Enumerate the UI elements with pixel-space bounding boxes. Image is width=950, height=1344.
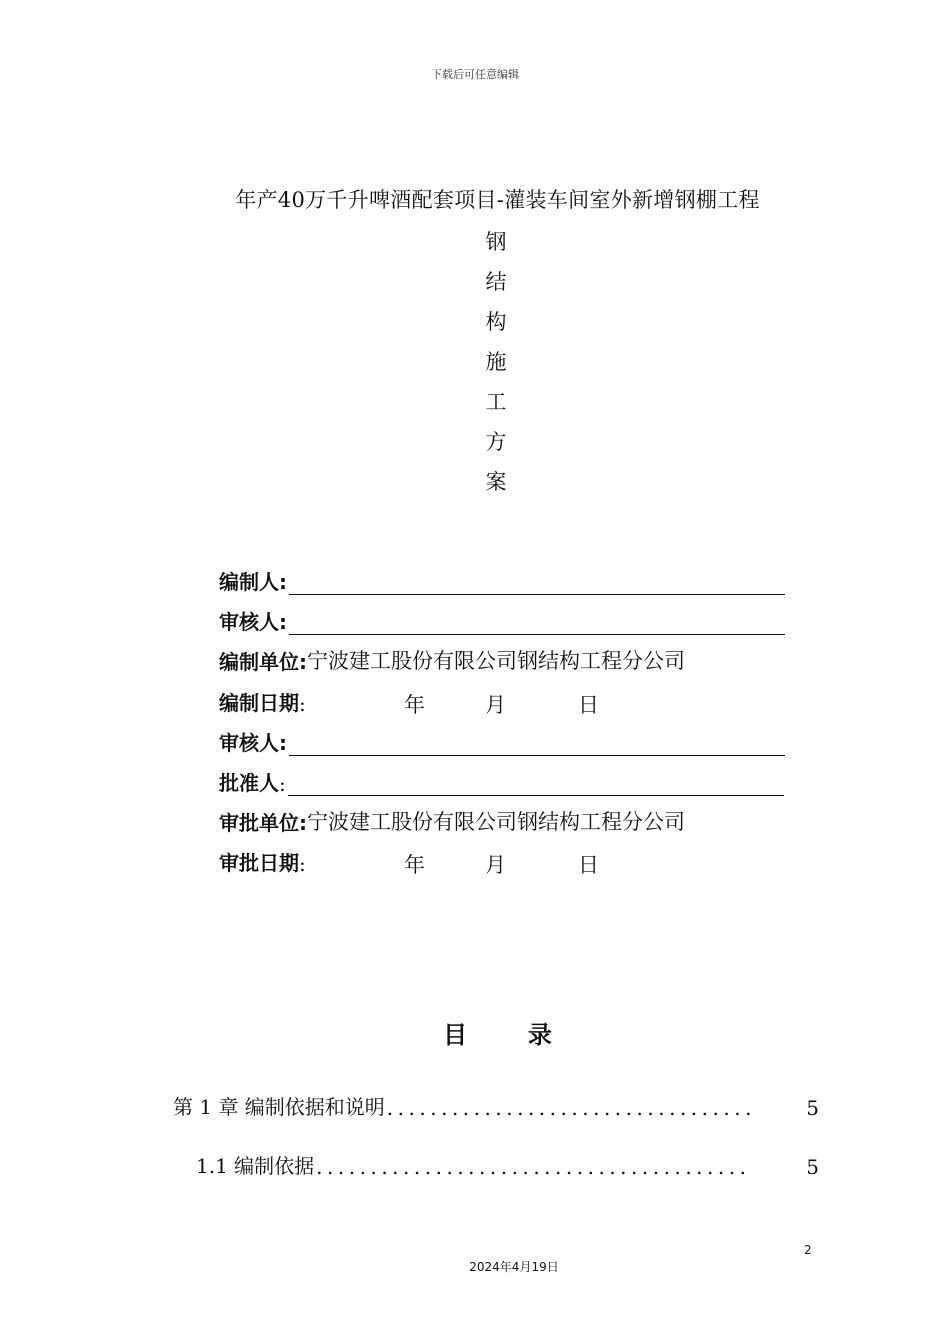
prepared-by-field: [219, 565, 785, 595]
header-note: 下载后可任意编辑: [431, 68, 519, 81]
reviewer2-field: [219, 726, 785, 756]
vertical-title-char: 钢: [485, 230, 507, 254]
vertical-title-char: 结: [485, 270, 507, 294]
approver-field: [219, 766, 784, 796]
prepared-by-label: 编制人:: [219, 570, 287, 594]
approver-colon: :: [279, 772, 286, 796]
reviewer1-label: 审核人:: [219, 610, 287, 634]
prepared-by-line: [289, 572, 785, 595]
approval-date-month: 月: [485, 853, 506, 877]
prepared-date-year: 年: [404, 693, 425, 717]
approval-date-colon: :: [299, 852, 306, 876]
prepared-date-day: 日: [578, 693, 599, 717]
prepared-date-month: 月: [485, 693, 506, 717]
prepared-date-label: 编制日期: [219, 691, 299, 715]
toc-title: [0, 1015, 950, 1050]
reviewer2-line: [289, 733, 785, 756]
toc-entry[interactable]: [196, 1149, 819, 1179]
approver-line: [288, 773, 784, 796]
toc-title-left: 目: [443, 1021, 468, 1049]
vertical-title-char: 工: [485, 390, 507, 414]
reviewer1-line: [289, 612, 785, 635]
reviewer2-label: 审核人:: [219, 731, 287, 755]
toc-entry-page: 5: [806, 1096, 819, 1120]
vertical-title-char: 构: [485, 310, 507, 334]
approval-date-field: [219, 846, 306, 876]
approval-unit-field: [219, 806, 685, 836]
toc-entry-label: 1.1 编制依据: [196, 1154, 315, 1178]
toc-entry-page: 5: [806, 1155, 819, 1179]
approval-date-label: 审批日期: [219, 851, 299, 875]
toc-entry-label: 第 1 章 编制依据和说明: [173, 1095, 385, 1119]
toc-title-right: 录: [527, 1021, 552, 1049]
page-number: 2: [804, 1243, 812, 1257]
approval-unit-value: 宁波建工股份有限公司钢结构工程分公司: [307, 810, 685, 834]
approval-date-day: 日: [578, 853, 599, 877]
approver-label: 批准人: [219, 771, 279, 795]
vertical-title-char: 施: [485, 350, 507, 374]
toc-entry-dots: ........................................: [316, 1155, 751, 1179]
toc-entry-dots: ..................................: [386, 1096, 756, 1120]
approval-date-year: 年: [404, 853, 425, 877]
prepared-unit-label: 编制单位:: [219, 650, 307, 674]
prepared-date-field: [219, 686, 306, 716]
vertical-title-char: 方: [485, 430, 507, 454]
toc-entry[interactable]: [173, 1090, 819, 1120]
reviewer1-field: [219, 605, 785, 635]
approval-unit-label: 审批单位:: [219, 811, 307, 835]
footer-date: 2024年4月19日: [469, 1260, 559, 1274]
prepared-unit-field: [219, 645, 685, 675]
vertical-title-char: 案: [485, 470, 507, 494]
prepared-date-colon: :: [299, 692, 306, 716]
document-title: 年产40万千升啤酒配套项目-灌装车间室外新增钢棚工程: [235, 188, 760, 212]
prepared-unit-value: 宁波建工股份有限公司钢结构工程分公司: [307, 649, 685, 673]
